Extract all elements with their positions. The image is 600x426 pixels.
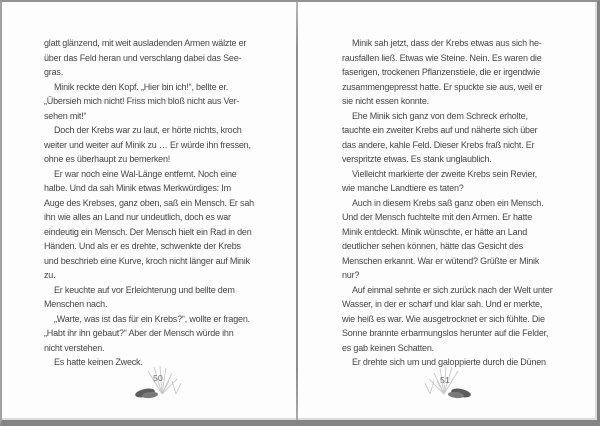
page-ornament-left	[132, 366, 192, 400]
text-line: sie nicht essen konnte.	[342, 96, 429, 106]
text-line: und beschrieb eine Kurve, kroch nicht länger auf Minik	[44, 255, 250, 266]
text-line: Wasser, in der er scharf und klar sah. Und er merkte,	[342, 299, 543, 309]
text-line: Er keuchte auf vor Erleichterung und bellte dem	[54, 284, 235, 295]
text-line: Sonne brannte erbarmungslos herunter auf die Felder,	[342, 328, 549, 338]
text-line: Er war noch eine Wal-Länge entfernt. Noch eine	[54, 168, 237, 179]
text-line: zu.	[44, 270, 56, 280]
book-gutter-line	[296, 2, 298, 420]
text-line: faserigen, trockenen Pflanzenstiele, die er irgendwie	[342, 67, 541, 77]
text-line: nicht verstehen.	[44, 342, 105, 353]
text-line: Menschen nach.	[44, 299, 108, 309]
text-line: wie manche Landtiere es taten?	[342, 183, 464, 193]
text-line: Minik entdeckt. Minik wünschte, er hätte an Land	[342, 226, 528, 237]
text-line: glatt glänzend, mit weit ausladenden Armen wälzte er	[44, 38, 247, 48]
text-line: rausfallen ließ. Etwas wie Steine. Nein. Es waren die	[342, 52, 542, 63]
text-line: „Übersieh mich nicht! Friss mich bloß nicht aus Ver-	[44, 96, 240, 106]
text-line: deutlicher sehen können, hätte das Gesicht des	[342, 241, 523, 251]
text-line: halbe. Und da sah Minik etwas Merkwürdiges: Im	[44, 183, 231, 193]
text-line: „Warte, was ist das für ein Krebs?“, wollte er fragen.	[54, 313, 250, 324]
text-line: Auch in diesem Krebs saß ganz oben ein Mensch.	[352, 197, 544, 208]
text-line: es gab keinen Schatten.	[342, 342, 434, 353]
text-line: sehen mit!“	[44, 110, 87, 121]
text-line: Minik reckte den Kopf. „Hier bin ich!“, bellte er.	[54, 81, 229, 92]
text-line: Vielleicht markierte der zweite Krebs sein Revier,	[352, 168, 537, 179]
text-line: eindeutig ein Mensch. Der Mensch hielt ein Rad in den	[44, 226, 252, 237]
text-line: Minik sah jetzt, dass der Krebs etwas aus sich he-	[352, 38, 542, 48]
right-page-text	[342, 36, 570, 370]
page-number-left: 50	[153, 373, 164, 383]
text-line: zusammengepresst hatte. Er spuckte sie aus, weil er	[342, 81, 543, 92]
text-line: tauchte ein zweiter Krebs auf und näherte sich über	[342, 125, 538, 135]
text-line: Und der Mensch fuchtelte mit den Armen. Er hatte	[342, 212, 532, 222]
beach-grass-mussel-icon	[132, 366, 192, 400]
text-line: gras.	[44, 67, 64, 77]
text-line: nur?	[342, 270, 360, 280]
text-line: Auge des Krebses, ganz oben, saß ein Mensch. Er sah	[44, 197, 254, 208]
text-line: weiter und weiter auf Minik zu … Er würde ihn fressen,	[44, 139, 251, 150]
text-line: Er drehte sich um und galoppierte durch die Dünen	[352, 357, 546, 367]
left-page-text	[44, 36, 272, 370]
text-line: Händen. Und als er es drehte, schwenkte der Krebs	[44, 241, 241, 251]
text-line: das andere, kahle Feld. Dieser Krebs fraß nicht. Er	[342, 139, 535, 150]
text-line: verspritzte etwas. Es stank unglaublich.	[342, 154, 492, 164]
text-line: ihn wie alles an Land nur undeutlich, doch es war	[44, 212, 231, 222]
text-line: ohne es überhaupt zu bemerken!	[44, 154, 171, 164]
text-line: wie heiß es war. Wie ausgetrocknet er sich fühlte. Die	[342, 313, 545, 324]
text-line: Doch der Krebs war zu laut, er hörte nichts, kroch	[54, 125, 242, 135]
page-number-right: 51	[440, 375, 451, 385]
text-line: Es hatte keinen Zweck.	[54, 357, 143, 367]
text-line: Menschen erkannt. War er wütend? Grüßte er Minik	[342, 255, 540, 266]
text-line: über das Feld heran und verschlang dabei das See-	[44, 52, 242, 63]
text-line: „Habt ihr ihn gebaut?“ Aber der Mensch würde ihn	[44, 328, 234, 338]
text-line: Auf einmal sehnte er sich zurück nach der Welt unter	[352, 284, 553, 295]
text-line: Ehe Minik sich ganz von dem Schreck erholte,	[352, 110, 528, 121]
